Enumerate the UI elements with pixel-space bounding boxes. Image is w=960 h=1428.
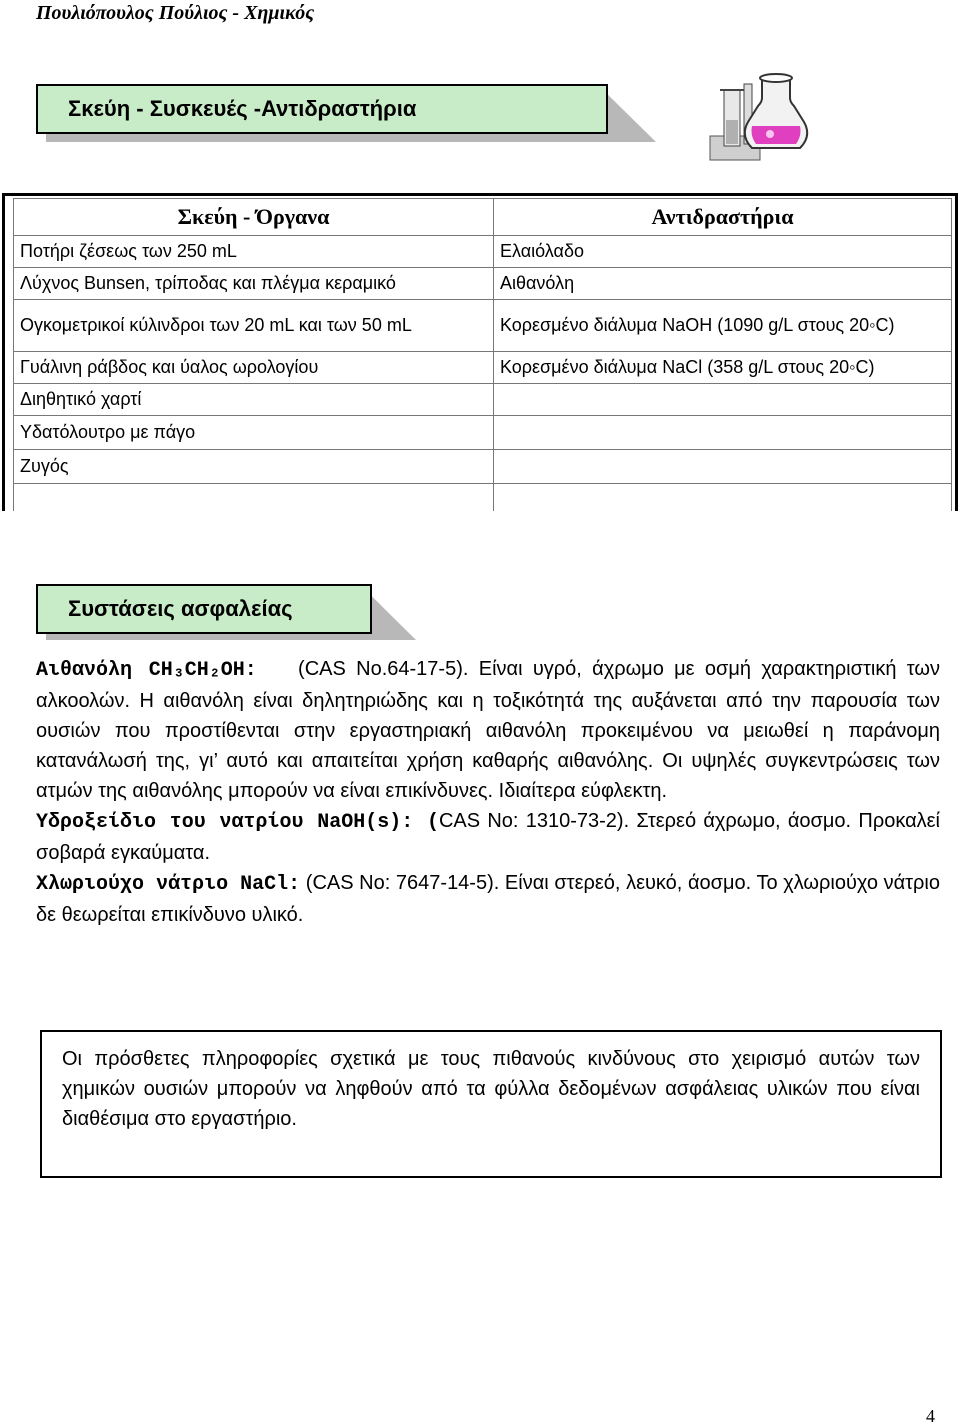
safety-recommendations [36, 654, 940, 930]
table-row [14, 352, 952, 384]
nacl-paragraph [36, 868, 940, 930]
nacl-text: (CAS No: 7647-14-5). Είναι στερεό, λευκό, άοσμο. Το χλωριούχο νάτριο δε θεωρείται επικίνδυνο υλικό. [36, 872, 940, 926]
ethanol-label: Αιθανόλη CH₃CH₂OH: [36, 659, 257, 682]
note-text: Οι πρόσθετες πληροφορίες σχετικά με τους πιθανούς κινδύνους στο χειρισμό αυτών των χημικών ουσιών μπορούν να ληφθούν από τα φύλλα δεδομένων ασφάλειας υλικών που είναι διαθέσιμα στο εργαστήριο. [62, 1048, 920, 1130]
reagent-cell: Αιθανόλη [494, 268, 952, 300]
naoh-paragraph [36, 806, 940, 868]
table-row [14, 236, 952, 268]
table-row [14, 450, 952, 484]
banner-title: Σκεύη - Συσκευές -Αντιδραστήρια [36, 84, 608, 134]
nacl-label: Χλωριούχο νάτριο NaCl: [36, 873, 301, 896]
reagent-cell [494, 484, 952, 512]
equipment-cell: Υδατόλουτρο με πάγο [14, 416, 494, 450]
table-row [14, 384, 952, 416]
reagent-cell: Ελαιόλαδο [494, 236, 952, 268]
table-row [14, 484, 952, 512]
ethanol-paragraph [36, 654, 940, 806]
col-header-reagents: Αντιδραστήρια [494, 199, 952, 236]
equipment-cell: Γυάλινη ράβδος και ύαλος ωρολογίου [14, 352, 494, 384]
equipment-cell: Ζυγός [14, 450, 494, 484]
reagent-cell [494, 450, 952, 484]
reagent-cell: Κορεσμένο διάλυμα NaOH (1090 g/L στους 20◦C) [494, 300, 952, 352]
table-row [14, 300, 952, 352]
equipment-cell [14, 484, 494, 512]
lab-glassware-icon [700, 70, 830, 170]
materials-table [13, 198, 952, 511]
safety-note-box [40, 1030, 942, 1178]
ethanol-text: (CAS No.64-17-5). Είναι υγρό, άχρωμο με οσμή χαρακτηριστική των αλκοολών. Η αιθανόλη είναι δηλητηριώδης και η τοξικότητά της αυξάνεται από την παρουσία των ουσιών που προστίθενται στην εργαστηριακή αιθανόλη προκειμένου να μειωθεί η παράνομη κατανάλωσή της, γι’ αυτό και απαιτείται χρήση καθαρής αιθανόλης. Οι υψηλές συγκεντρώσεις των ατμών της αιθανόλης μπορούν να είναι επικίνδυνες. Ιδιαίτερα εύφλεκτη. [36, 658, 940, 802]
table-row [14, 268, 952, 300]
equipment-cell: Ποτήρι ζέσεως των 250 mL [14, 236, 494, 268]
col-header-equipment: Σκεύη - Όργανα [14, 199, 494, 236]
table-header-row [14, 199, 952, 236]
equipment-cell: Ογκομετρικοί κύλινδροι των 20 mL και των 50 mL [14, 300, 494, 352]
reagent-cell [494, 384, 952, 416]
reagent-cell: Κορεσμένο διάλυμα NaCl (358 g/L στους 20◦C) [494, 352, 952, 384]
materials-table-frame [2, 193, 958, 511]
naoh-label: Υδροξείδιο του νατρίου NaOH(s): ( [36, 811, 439, 834]
naoh-text: CAS No: 1310-73-2). Στερεό άχρωμο, άοσμο. Προκαλεί σοβαρά εγκαύματα. [36, 810, 940, 864]
table-row [14, 416, 952, 450]
page-number: 4 [926, 1406, 935, 1426]
reagent-cell [494, 416, 952, 450]
equipment-cell: Διηθητικό χαρτί [14, 384, 494, 416]
equipment-cell: Λύχνος Bunsen, τρίποδας και πλέγμα κεραμικό [14, 268, 494, 300]
page-header-author: Πουλιόπουλος Πούλιος - Χημικός [36, 2, 315, 24]
banner-title: Συστάσεις ασφαλείας [36, 584, 372, 634]
